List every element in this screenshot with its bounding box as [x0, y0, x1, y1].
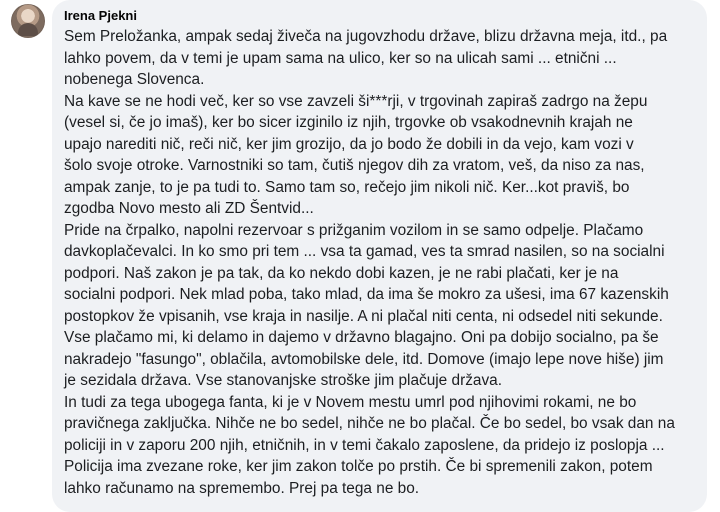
comment-bubble — [52, 0, 707, 512]
comment-line: upajo narediti nič, reči nič, ker jim grozijo, da jo bodo že dobili in da vejo, kam vozi v — [64, 135, 634, 153]
comment-text — [64, 26, 695, 499]
comment-line: nobenega Slovenca. — [64, 71, 205, 88]
comment-line: (vesel si, če jo imaš), ker bo sicer izginilo iz njih, trgovke ob vsakodnevnih krajah ne — [64, 114, 633, 131]
author-name[interactable]: Irena Pjekni — [64, 8, 137, 23]
comment-line: lahko povem, da v temi je upam sama na ulico, ker so na ulicah sami ... etnični ... — [64, 49, 617, 67]
comment-line: lahko računamo na spremembo. Prej pa tega ne bo. — [64, 479, 420, 497]
comment-line: zgodba Novo mesto ali ZD Šentvid... — [64, 200, 314, 217]
comment-line: Sem Preložanka, ampak sedaj živeča na jugovzhodu države, blizu državna meja, itd., pa — [64, 28, 668, 45]
comment-line: nakradejo "fasungo", oblačila, avtomobilske dele, itd. Domove (imajo lepe nove hiše) jim — [64, 350, 664, 368]
comment-line: podpori. Naš zakon je pa tak, da ko nekdo dobi kazen, je ne rabi plačati, ker je na — [64, 264, 619, 282]
comment-line: Policija ima zvezane roke, ker jim zakon tolče po prstih. Če bi spremenili zakon, potem — [64, 458, 653, 475]
avatar[interactable] — [11, 4, 45, 38]
comment-line: postopkov že vpisanih, vse kraja in nasilje. A ni plačal niti centa, ni odsedel niti sekunde. — [64, 307, 663, 325]
comment-line: davkoplačevalci. In ko smo pri tem ... vsa ta gamad, ves ta smrad nasilen, so na socialni — [64, 243, 665, 260]
comment-line: je sezidala država. Vse stanovanjske stroške jim plačuje država. — [64, 372, 502, 389]
comment-line: pravičnega zaključka. Nihče ne bo sedel, nihče ne bo plačal. Če bo sedel, bo vsak dan na — [64, 415, 675, 432]
comment-line: ampak zanje, to je pa tudi to. Samo tam so, rečejo jim nikoli nič. Ker...kot praviš, bo — [64, 178, 630, 196]
comment-line: šolo svoje otroke. Varnostniki so tam, čutiš njegov dih za vratom, veš, da niso za nas, — [64, 157, 645, 174]
comment-line: Vse plačamo mi, ki delamo in dajemo v državno blagajno. Oni pa dobijo socialno, pa še — [64, 329, 659, 346]
comment-line: Na kave se ne hodi več, ker so vse zavzeli ši***rji, v trgovinah zapiraš zadrgo na žepu — [64, 92, 648, 110]
comment-line: socialni podpori. Nek mlad poba, tako mlad, da ima še mokro za ušesi, ima 67 kazenskih — [64, 286, 669, 303]
comment-line: In tudi za tega ubogega fanta, ki je v Novem mestu umrl pod njihovimi rokami, ne bo — [64, 393, 637, 411]
comment-line: policiji in v zaporu 200 njih, etničnih, in v temi čakalo zaposlene, da pridejo iz poslopja ... — [64, 436, 665, 454]
comment-line: Pride na črpalko, napolni rezervoar s prižganim vozilom in se samo odpelje. Plačamo — [64, 221, 644, 239]
